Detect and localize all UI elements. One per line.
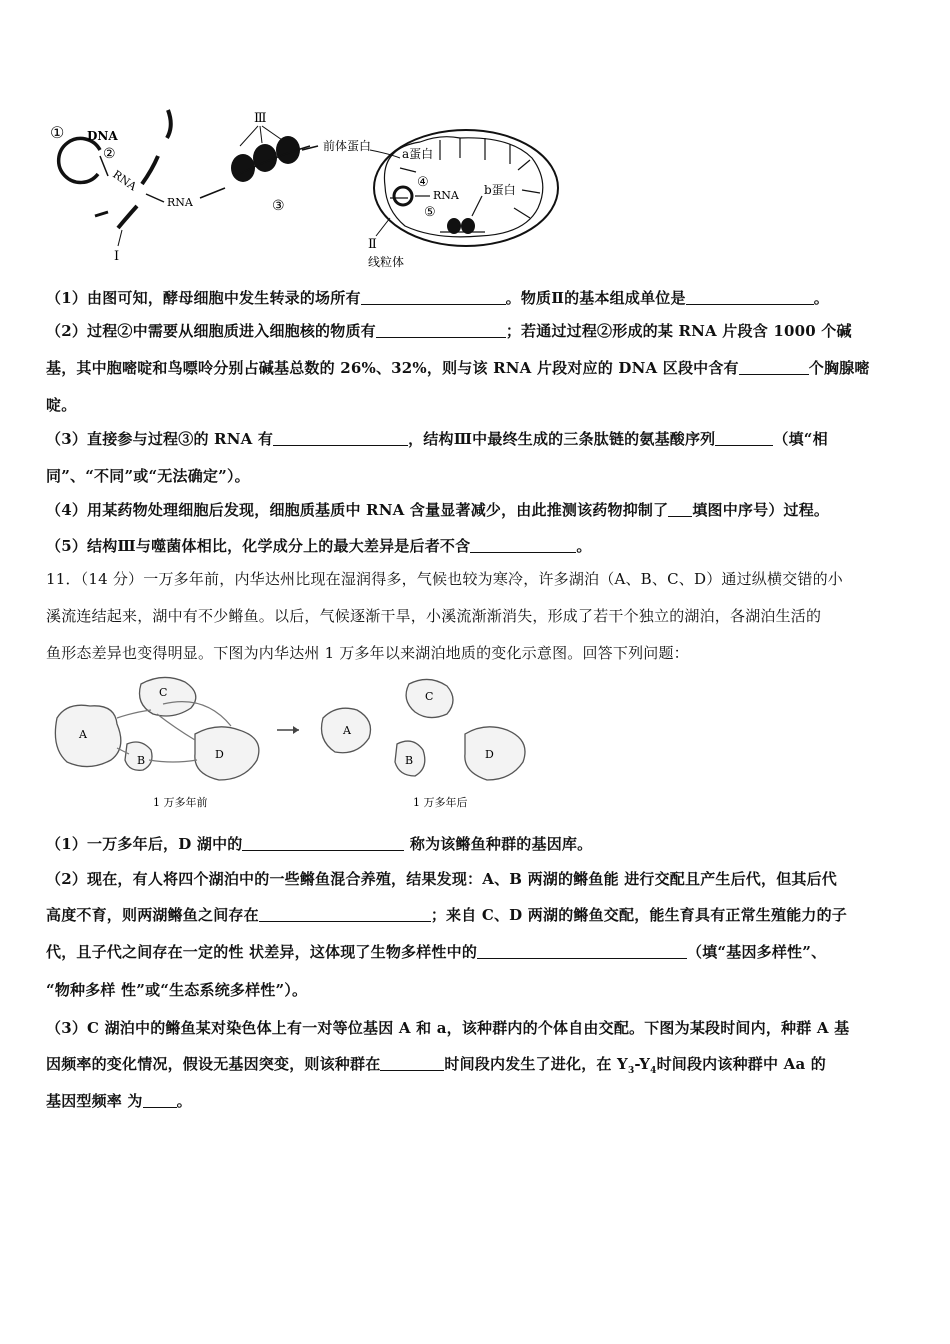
q11-p2c-end: （填“基因多样性”、 bbox=[687, 943, 827, 961]
answer-blank[interactable] bbox=[739, 358, 809, 375]
pointer-3b bbox=[260, 126, 262, 143]
q11-p3c-end: 。 bbox=[176, 1092, 192, 1110]
q11-intro-2: 溪流连结起来，湖中有不少鳉鱼。以后，气候逐渐干旱，小溪流渐渐消失，形成了若干个独立的湖泊，各湖泊生活的 bbox=[46, 607, 822, 625]
q10-p1-end: 。 bbox=[813, 289, 829, 307]
label-precursor-protein: 前体蛋白 bbox=[323, 139, 372, 153]
q11-intro-3: 鱼形态差异也变得明显。下图为内华达州 1 万多年以来湖泊地质的变化示意图。回答下列问题： bbox=[46, 644, 689, 662]
q11-p2b-end: ；来自 C、D 两湖的鳉鱼交配，能生育具有正常生殖能力的子 bbox=[430, 906, 848, 924]
q10-p1-text: （1）由图可知，酵母细胞中发生转录的场所有 bbox=[46, 289, 361, 307]
pointer-roman-2 bbox=[376, 218, 390, 236]
pointer-3a bbox=[240, 126, 258, 146]
q11-part2-line2 bbox=[46, 897, 908, 934]
label-dna: DNA bbox=[87, 129, 118, 143]
q11-part2-line3 bbox=[46, 934, 908, 971]
nuclear-envelope-left bbox=[95, 212, 108, 216]
q10-p2b-text: 基，其中胞嘧啶和鸟嘌呤分别占碱基总数的 26%、32%，则与该 RNA 片段对应的 DNA 区段中含有 bbox=[46, 359, 739, 377]
label-lake-c-before: C bbox=[159, 686, 168, 699]
lake-a-before bbox=[55, 705, 120, 766]
label-mitochondrion: 线粒体 bbox=[368, 255, 405, 268]
pointer-roman-1 bbox=[118, 230, 122, 246]
q11-p1-text: （1）一万多年后，D 湖中的 bbox=[46, 835, 243, 853]
q11-p3b-end: 时间段内该种群中 Aa 的 bbox=[656, 1055, 826, 1073]
arrow-export bbox=[146, 194, 164, 202]
subscript-3: 3 bbox=[627, 1066, 635, 1076]
q11-p1-end: 称为该鳉鱼种群的基因库。 bbox=[404, 835, 593, 853]
answer-blank[interactable] bbox=[470, 536, 576, 553]
answer-blank[interactable] bbox=[686, 288, 814, 305]
q10-p3b-text: 同”、“不同”或“无法确定”）。 bbox=[46, 467, 250, 485]
arrow-to-ribosomes bbox=[200, 188, 225, 198]
q10-part3-line2 bbox=[46, 458, 908, 495]
label-b-protein: b蛋白 bbox=[484, 183, 516, 197]
q11-intro-line1 bbox=[46, 561, 908, 598]
caption-after: 1 万多年后 bbox=[413, 796, 468, 809]
q10-p3-mid: ，结构Ⅲ中最终生成的三条肽链的氨基酸序列 bbox=[408, 430, 716, 448]
q11-intro-line3 bbox=[46, 635, 908, 672]
label-lake-a-after: A bbox=[343, 724, 351, 737]
q11-intro-1: 11．（14 分）一万多年前，内华达州比现在湿润得多，气候也较为寒冷，许多湖泊（A、B、C、D）通过纵横交错的小 bbox=[46, 570, 844, 588]
label-rna-mito: RNA bbox=[433, 189, 459, 202]
lake-d-after bbox=[465, 727, 525, 780]
q11-p3b-text: 因频率的变化情况，假设无基因突变，则该种群在 bbox=[46, 1055, 381, 1073]
q10-part2-line2 bbox=[46, 350, 908, 387]
label-process-4: ④ bbox=[417, 175, 429, 190]
answer-blank[interactable] bbox=[477, 942, 687, 959]
q11-p2-text: （2）现在，有人将四个湖泊中的一些鳉鱼混合养殖，结果发现：A、B 两湖的鳉鱼能 进行交配且产生后代，但其后代 bbox=[46, 870, 838, 888]
q11-p3b-dash: -Y bbox=[634, 1055, 651, 1073]
q10-part2-line3 bbox=[46, 387, 908, 424]
q10-p3-end: （填“相 bbox=[773, 430, 828, 448]
q11-p2b-text: 高度不育，则两湖鳉鱼之间存在 bbox=[46, 906, 259, 924]
mitochondrial-dna bbox=[394, 187, 412, 205]
nuclear-envelope-bottom bbox=[118, 206, 137, 228]
answer-blank[interactable] bbox=[380, 1054, 444, 1071]
label-rna-cytoplasm: RNA bbox=[167, 196, 193, 209]
lake-d-before bbox=[195, 727, 259, 780]
q10-p2-text: （2）过程②中需要从细胞质进入细胞核的物质有 bbox=[46, 322, 376, 340]
q11-part3-line3 bbox=[46, 1083, 908, 1120]
nuclear-envelope-top bbox=[167, 110, 171, 138]
label-a-protein: a蛋白 bbox=[402, 147, 434, 161]
label-lake-b-after: B bbox=[405, 754, 414, 767]
gene-expression-diagram bbox=[40, 98, 580, 268]
label-process-1: ① bbox=[50, 123, 65, 142]
q10-p2-end: ；若通过过程②形成的某 RNA 片段含 1000 个碱 bbox=[505, 322, 852, 340]
answer-blank[interactable] bbox=[668, 500, 692, 517]
label-structure-3: Ⅲ bbox=[254, 111, 267, 126]
q10-p4-end: 填图中序号）过程。 bbox=[692, 501, 830, 519]
q10-part1 bbox=[46, 280, 908, 317]
nuclear-dna-loop bbox=[59, 138, 100, 182]
arrow-b-protein bbox=[472, 196, 482, 216]
answer-blank[interactable] bbox=[259, 905, 431, 922]
q11-part2-line4 bbox=[46, 972, 908, 1009]
q11-part1 bbox=[46, 826, 908, 863]
answer-blank[interactable] bbox=[273, 429, 408, 446]
q11-part2 bbox=[46, 861, 908, 898]
label-lake-d-after: D bbox=[485, 748, 494, 761]
label-process-2: ② bbox=[103, 146, 116, 162]
q11-p3b-mid: 时间段内发生了进化，在 Y bbox=[444, 1055, 628, 1073]
label-lake-b-before: B bbox=[137, 754, 146, 767]
lake-change-diagram bbox=[45, 668, 545, 818]
q10-p3-text: （3）直接参与过程③的 RNA 有 bbox=[46, 430, 274, 448]
label-rna-nuclear: RNA bbox=[110, 167, 139, 194]
answer-blank[interactable] bbox=[143, 1091, 177, 1108]
q10-p5-text: （5）结构Ⅲ与噬菌体相比，化学成分上的最大差异是后者不含 bbox=[46, 537, 471, 555]
label-structure-2: Ⅱ bbox=[368, 237, 377, 252]
answer-blank[interactable] bbox=[715, 429, 773, 446]
label-lake-c-after: C bbox=[425, 690, 434, 703]
answer-blank[interactable] bbox=[361, 288, 506, 305]
q10-part4 bbox=[46, 492, 908, 529]
answer-blank[interactable] bbox=[376, 321, 506, 338]
q10-p1-mid: 。物质Ⅱ的基本组成单位是 bbox=[505, 289, 686, 307]
caption-before: 1 万多年前 bbox=[153, 796, 208, 809]
label-lake-d-before: D bbox=[215, 748, 224, 761]
subscript-4: 4 bbox=[650, 1066, 657, 1076]
q10-part5 bbox=[46, 528, 908, 565]
q10-p5-end: 。 bbox=[576, 537, 592, 555]
q10-p4-text: （4）用某药物处理细胞后发现，细胞质基质中 RNA 含量显著减少，由此推测该药物抑制了 bbox=[46, 501, 669, 519]
label-lake-a-before: A bbox=[79, 728, 87, 741]
answer-blank[interactable] bbox=[242, 834, 404, 851]
q11-part3 bbox=[46, 1010, 908, 1047]
q11-p2c-text: 代，且子代之间存在一定的性 状差异，这体现了生物多样性中的 bbox=[46, 943, 478, 961]
q10-part3 bbox=[46, 421, 908, 458]
label-structure-1: I bbox=[114, 249, 120, 264]
q11-p2d-text: “物种多样 性”或“生态系统多样性”）。 bbox=[46, 981, 308, 999]
arrow-time-head bbox=[293, 726, 299, 734]
q10-p2c-text: 啶。 bbox=[46, 396, 77, 414]
q10-p2b-end: 个胸腺嘧 bbox=[808, 359, 870, 377]
q11-p3c-text: 基因型频率 为 bbox=[46, 1092, 143, 1110]
label-process-5: ⑤ bbox=[424, 205, 436, 220]
nuclear-envelope-mid bbox=[142, 156, 158, 184]
q11-p3-text: （3）C 湖泊中的鳉鱼某对染色体上有一对等位基因 A 和 a，该种群内的个体自由交配。下图为某段时间内，种群 A 基 bbox=[46, 1019, 850, 1037]
q10-part2 bbox=[46, 313, 908, 350]
label-process-3: ③ bbox=[272, 198, 285, 214]
q11-intro-line2 bbox=[46, 598, 908, 635]
